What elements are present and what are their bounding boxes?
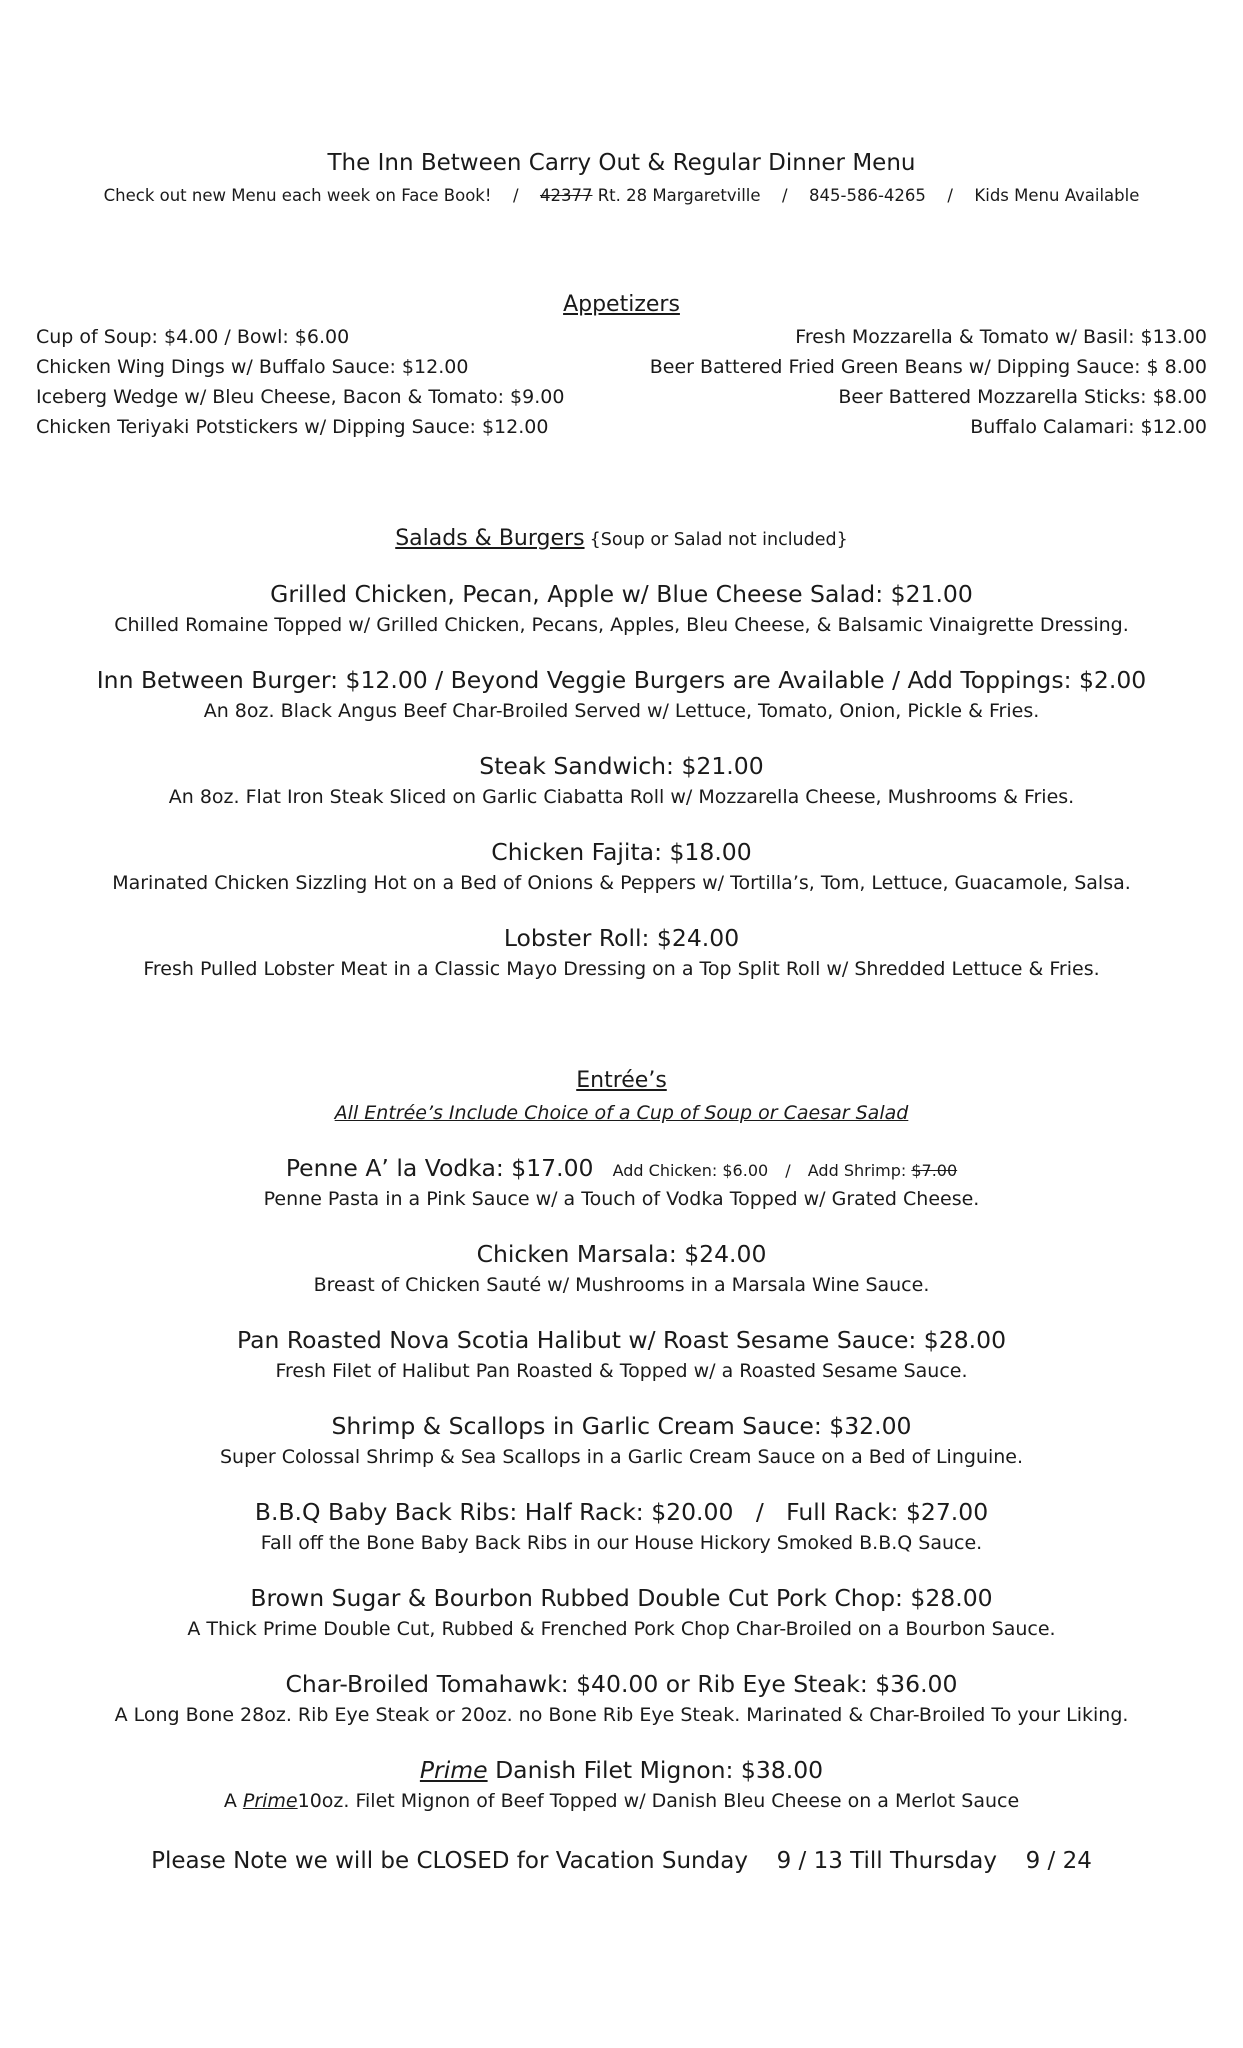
notice-till: Till Thursday (850, 1848, 997, 1874)
phone-number: 845-586-4265 (809, 186, 926, 205)
menu-item-description: An 8oz. Black Angus Beef Char-Broiled Served w/ Lettuce, Tomato, Onion, Pickle & Fries. (203, 700, 1040, 722)
separator: / (947, 186, 953, 205)
appetizer-item: Buffalo Calamari: $12.00 (970, 416, 1207, 438)
appetizer-item: Cup of Soup: $4.00 / Bowl: $6.00 (36, 326, 350, 348)
salads-burgers-heading (0, 526, 1243, 551)
menu-item-description: Fresh Pulled Lobster Meat in a Classic Mayo Dressing on a Top Split Roll w/ Shredded Lettuce & Fries. (143, 958, 1100, 980)
article: A (223, 1790, 237, 1812)
filet-description-line (0, 1790, 1243, 1812)
menu-item-name: Pan Roasted Nova Scotia Halibut w/ Roast Sesame Sauce: $28.00 (236, 1326, 1007, 1354)
menu-item-name: Danish Filet Mignon: $38.00 (495, 1756, 824, 1784)
vacation-notice (0, 1848, 1243, 1874)
menu-item-description: Chilled Romaine Topped w/ Grilled Chicken, Pecans, Apples, Bleu Cheese, & Balsamic Vinaigrette Dressing. (114, 614, 1129, 636)
menu-item-name: B.B.Q Baby Back Ribs: Half Rack: $20.00 / Full Rack: $27.00 (254, 1498, 989, 1526)
menu-item-name: Chicken Fajita: $18.00 (491, 838, 752, 866)
prime-label: Prime (242, 1790, 298, 1812)
menu-item-name: Grilled Chicken, Pecan, Apple w/ Blue Cheese Salad: $21.00 (270, 580, 973, 608)
old-street-number: 42377 (539, 186, 593, 205)
menu-item-description: Marinated Chicken Sizzling Hot on a Bed of Onions & Peppers w/ Tortilla’s, Tom, Lettuce, Guacamole, Salsa. (112, 872, 1131, 894)
menu-item-description: Fall off the Bone Baby Back Ribs in our House Hickory Smoked B.B.Q Sauce. (260, 1532, 983, 1554)
menu-item-description: A Thick Prime Double Cut, Rubbed & Frenched Pork Chop Char-Broiled on a Bourbon Sauce. (187, 1618, 1056, 1640)
menu-item-description: Penne Pasta in a Pink Sauce w/ a Touch of Vodka Topped w/ Grated Cheese. (263, 1188, 980, 1210)
appetizers-title: Appetizers (563, 292, 680, 317)
menu-title: The Inn Between Carry Out & Regular Dinner Menu (327, 150, 916, 176)
menu-item-name: Char-Broiled Tomahawk: $40.00 or Rib Eye Steak: $36.00 (285, 1670, 958, 1698)
kids-menu-note: Kids Menu Available (974, 186, 1140, 205)
menu-item-name: Inn Between Burger: $12.00 / Beyond Veggie Burgers are Available / Add Toppings: $2.00 (96, 666, 1147, 694)
separator: / (785, 1161, 791, 1180)
notice-date-start: 9 / 13 (776, 1848, 843, 1874)
salads-burgers-note: {Soup or Salad not included} (589, 530, 848, 550)
separator: / (782, 186, 788, 205)
appetizer-item: Iceberg Wedge w/ Bleu Cheese, Bacon & Tomato: $9.00 (36, 386, 565, 408)
facebook-note: Check out new Menu each week on Face Book! (103, 186, 492, 205)
notice-date-end: 9 / 24 (1025, 1848, 1092, 1874)
appetizer-item: Chicken Teriyaki Potstickers w/ Dipping Sauce: $12.00 (36, 416, 549, 438)
filet-item-line (0, 1756, 1243, 1784)
menu-item-description: 10oz. Filet Mignon of Beef Topped w/ Danish Bleu Cheese on a Merlot Sauce (297, 1790, 1020, 1812)
prime-label: Prime (419, 1756, 488, 1784)
menu-item-description: Breast of Chicken Sauté w/ Mushrooms in a Marsala Wine Sauce. (313, 1274, 930, 1296)
appetizer-item: Beer Battered Mozzarella Sticks: $8.00 (838, 386, 1207, 408)
entrees-subtitle: All Entrée’s Include Choice of a Cup of Soup or Caesar Salad (334, 1102, 909, 1124)
separator: / (512, 186, 519, 205)
addon-shrimp-price: $7.00 (911, 1161, 958, 1180)
header-info-line (0, 186, 1243, 205)
menu-item-name: Steak Sandwich: $21.00 (479, 752, 764, 780)
penne-item-line (0, 1154, 1243, 1182)
menu-item-name: Shrimp & Scallops in Garlic Cream Sauce: $32.00 (331, 1412, 912, 1440)
notice-text: Please Note we will be CLOSED for Vacation Sunday (151, 1848, 748, 1874)
appetizer-item: Chicken Wing Dings w/ Buffalo Sauce: $12.00 (36, 356, 469, 378)
menu-item-name: Brown Sugar & Bourbon Rubbed Double Cut Pork Chop: $28.00 (250, 1584, 993, 1612)
addon-chicken: Add Chicken: $6.00 (612, 1161, 769, 1180)
appetizer-item: Fresh Mozzarella & Tomato w/ Basil: $13.00 (795, 326, 1207, 348)
menu-item-name: Lobster Roll: $24.00 (503, 924, 740, 952)
menu-item-name: Penne A’ la Vodka: $17.00 (285, 1154, 594, 1182)
menu-item-name: Chicken Marsala: $24.00 (476, 1240, 767, 1268)
menu-item-description: An 8oz. Flat Iron Steak Sliced on Garlic Ciabatta Roll w/ Mozzarella Cheese, Mushrooms & Fries. (168, 786, 1075, 808)
menu-item-description: Super Colossal Shrimp & Sea Scallops in a Garlic Cream Sauce on a Bed of Linguine. (219, 1446, 1024, 1468)
salads-burgers-title: Salads & Burgers (395, 526, 585, 551)
menu-item-description: A Long Bone 28oz. Rib Eye Steak or 20oz. no Bone Rib Eye Steak. Marinated & Char-Broiled To your Liking. (114, 1704, 1129, 1726)
address: Rt. 28 Margaretville (597, 186, 761, 205)
menu-item-description: Fresh Filet of Halibut Pan Roasted & Topped w/ a Roasted Sesame Sauce. (275, 1360, 968, 1382)
addon-shrimp-label: Add Shrimp: (807, 1161, 907, 1180)
entrees-title: Entrée’s (576, 1068, 667, 1093)
appetizer-item: Beer Battered Fried Green Beans w/ Dipping Sauce: $ 8.00 (649, 356, 1207, 378)
